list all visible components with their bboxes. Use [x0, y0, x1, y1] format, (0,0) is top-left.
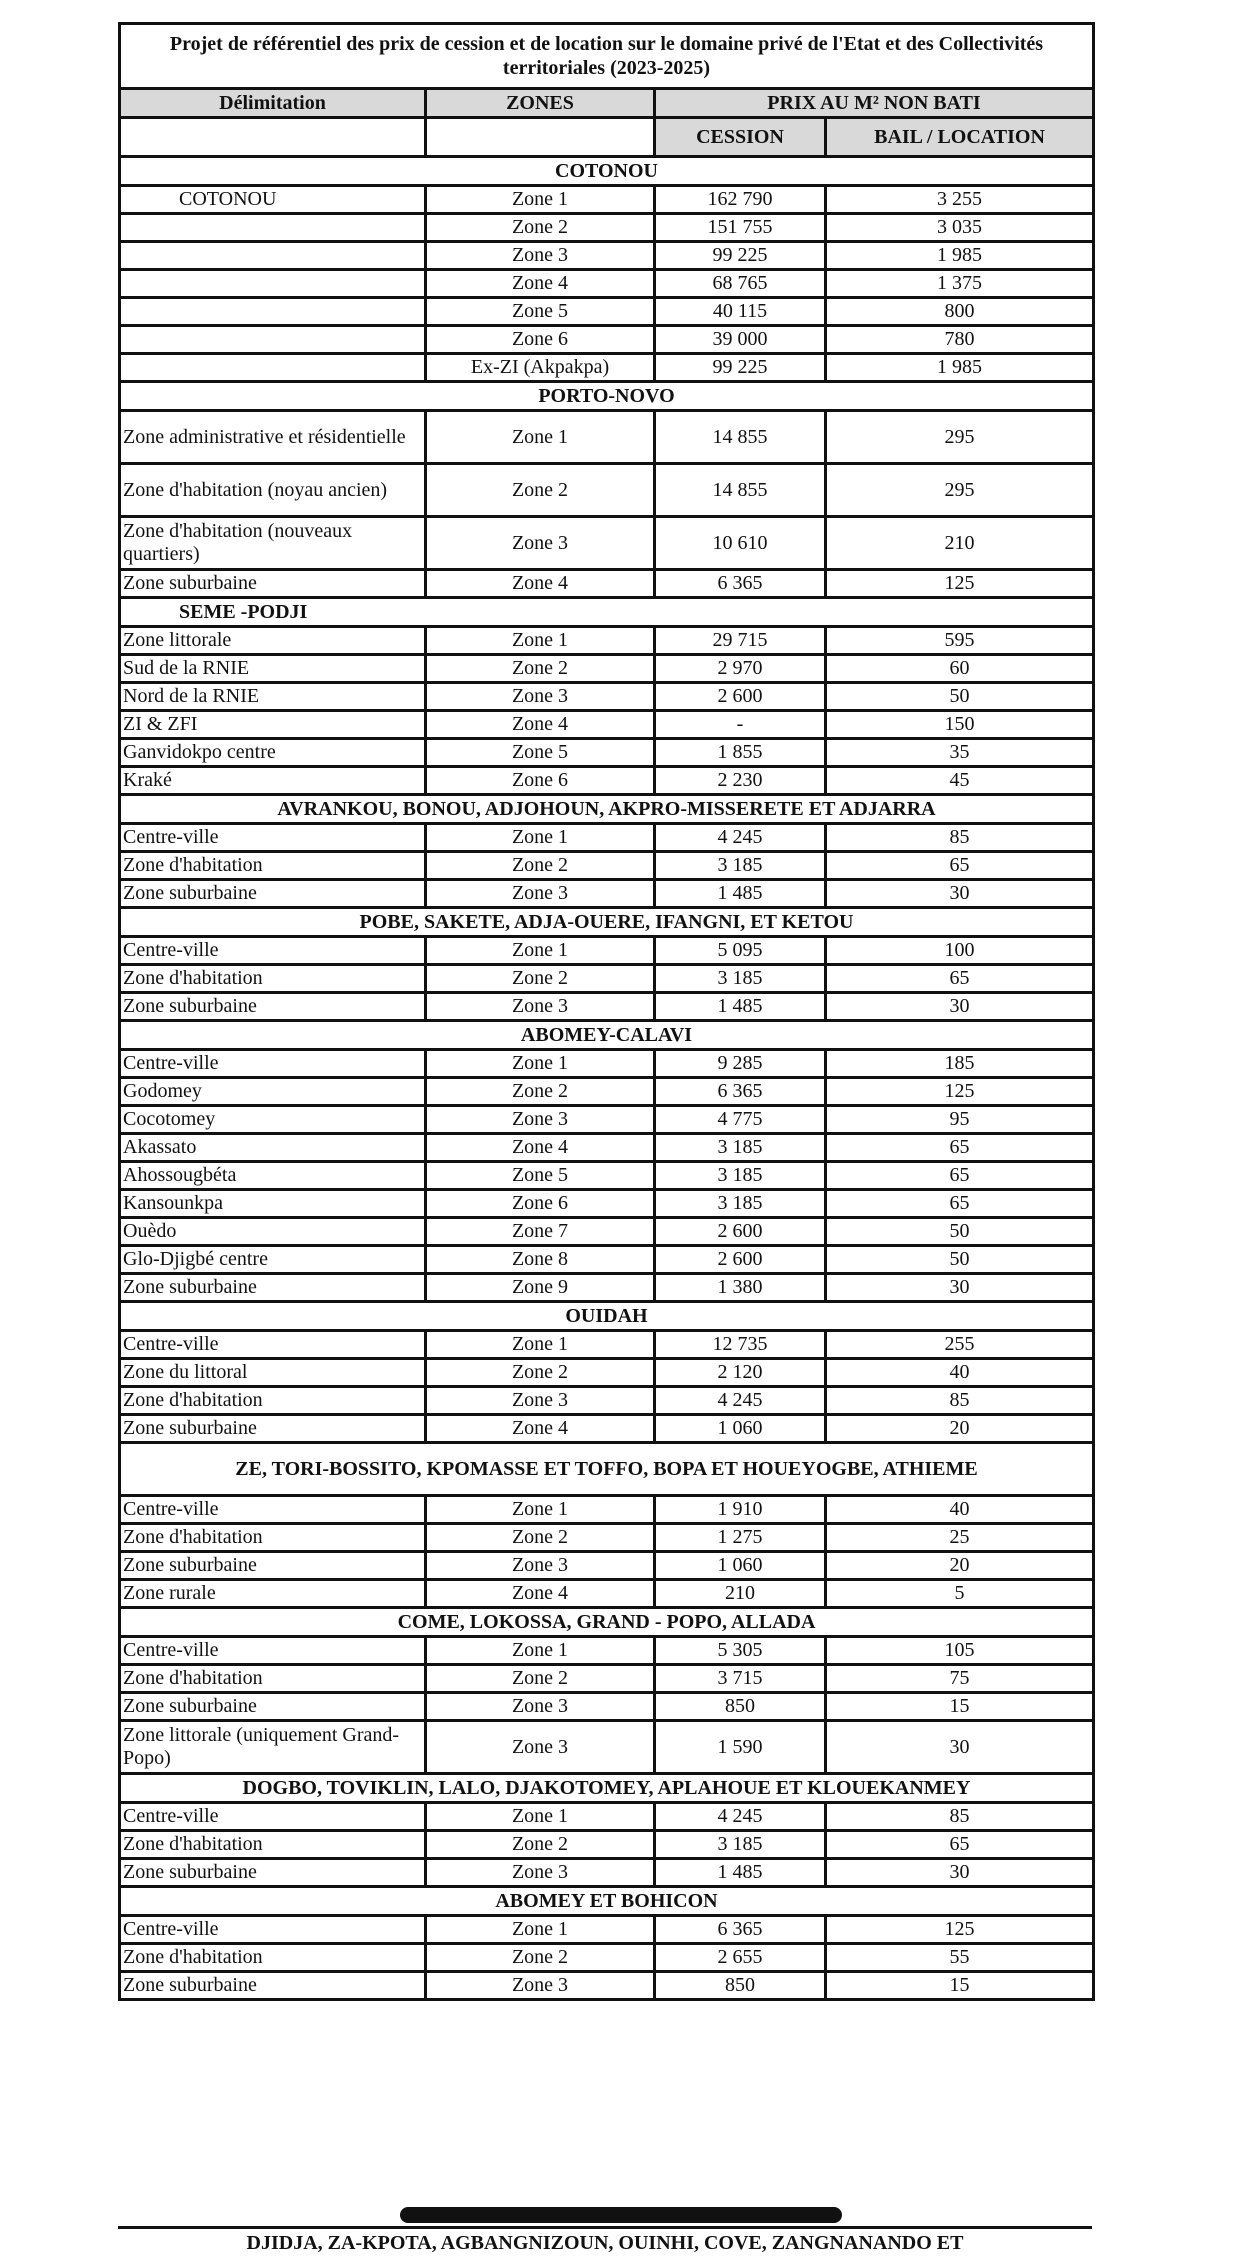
cell-cession: 2 600 — [655, 1218, 826, 1246]
cell-bail: 125 — [826, 570, 1094, 598]
cell-delimitation: Zone littorale — [120, 627, 426, 655]
cell-delimitation: Centre-ville — [120, 1916, 426, 1944]
cell-zone: Zone 2 — [426, 1524, 655, 1552]
cell-cession: 39 000 — [655, 326, 826, 354]
cell-zone: Zone 6 — [426, 326, 655, 354]
cell-cession: 6 365 — [655, 1916, 826, 1944]
section-title: ABOMEY ET BOHICON — [120, 1887, 1094, 1916]
cell-bail: 100 — [826, 937, 1094, 965]
cell-bail: 295 — [826, 464, 1094, 517]
section-header-row — [120, 908, 1094, 937]
cell-bail: 1 375 — [826, 270, 1094, 298]
cell-cession: 5 305 — [655, 1637, 826, 1665]
table-row — [120, 627, 1094, 655]
section-title: COTONOU — [120, 157, 1094, 186]
cell-zone: Zone 2 — [426, 1078, 655, 1106]
cell-cession: 1 060 — [655, 1415, 826, 1443]
cell-cession: 68 765 — [655, 270, 826, 298]
cell-zone: Zone 1 — [426, 1916, 655, 1944]
cell-delimitation: Zone d'habitation — [120, 1524, 426, 1552]
cell-zone: Zone 9 — [426, 1274, 655, 1302]
cell-zone: Zone 5 — [426, 1162, 655, 1190]
table-row — [120, 464, 1094, 517]
cell-cession: 3 715 — [655, 1665, 826, 1693]
cell-cession: 850 — [655, 1693, 826, 1721]
cell-bail: 50 — [826, 683, 1094, 711]
section-title: POBE, SAKETE, ADJA-OUERE, IFANGNI, ET KETOU — [120, 908, 1094, 937]
table-row — [120, 1721, 1094, 1774]
cell-cession: 5 095 — [655, 937, 826, 965]
table-row — [120, 993, 1094, 1021]
table-row — [120, 880, 1094, 908]
cell-cession: 9 285 — [655, 1050, 826, 1078]
cell-zone: Zone 2 — [426, 852, 655, 880]
cell-cession: 3 185 — [655, 965, 826, 993]
table-row — [120, 1916, 1094, 1944]
cell-bail: 65 — [826, 1190, 1094, 1218]
cell-delimitation: Nord de la RNIE — [120, 683, 426, 711]
cell-bail: 255 — [826, 1331, 1094, 1359]
table-row — [120, 1803, 1094, 1831]
cell-delimitation: Ahossougbéta — [120, 1162, 426, 1190]
table-row — [120, 1637, 1094, 1665]
table-row — [120, 1359, 1094, 1387]
cell-bail: 30 — [826, 1274, 1094, 1302]
cell-delimitation: Centre-ville — [120, 1496, 426, 1524]
table-row — [120, 1050, 1094, 1078]
cell-delimitation — [120, 298, 426, 326]
cell-delimitation: Zone d'habitation — [120, 1665, 426, 1693]
cell-delimitation: Akassato — [120, 1134, 426, 1162]
header-delimitation: Délimitation — [120, 89, 426, 118]
cell-zone: Zone 1 — [426, 1331, 655, 1359]
table-row — [120, 683, 1094, 711]
table-row — [120, 1134, 1094, 1162]
cell-bail: 3 255 — [826, 186, 1094, 214]
cell-bail: 45 — [826, 767, 1094, 795]
table-row — [120, 824, 1094, 852]
cell-cession: 10 610 — [655, 517, 826, 570]
cell-delimitation — [120, 354, 426, 382]
cell-bail: 125 — [826, 1078, 1094, 1106]
cut-section-row — [118, 2226, 1092, 2266]
cut-section-label: DJIDJA, ZA-KPOTA, AGBANGNIZOUN, OUINHI, COVE, ZANGNANANDO ET — [246, 2232, 964, 2254]
table-row — [120, 214, 1094, 242]
cell-zone: Zone 1 — [426, 824, 655, 852]
cell-bail: 30 — [826, 993, 1094, 1021]
cell-cession: 1 060 — [655, 1552, 826, 1580]
cell-zone: Zone 3 — [426, 1859, 655, 1887]
cell-bail: 65 — [826, 1831, 1094, 1859]
table-row — [120, 1859, 1094, 1887]
cell-cession: 2 120 — [655, 1359, 826, 1387]
cell-delimitation: Zone d'habitation (noyau ancien) — [120, 464, 426, 517]
cell-delimitation: Zone d'habitation (nouveaux quartiers) — [120, 517, 426, 570]
subheader-row — [120, 118, 1094, 157]
cell-delimitation: Zone d'habitation — [120, 1387, 426, 1415]
table-row — [120, 1246, 1094, 1274]
cell-bail: 125 — [826, 1916, 1094, 1944]
cell-zone: Zone 1 — [426, 1637, 655, 1665]
cell-cession: 6 365 — [655, 570, 826, 598]
cell-delimitation: Zone suburbaine — [120, 993, 426, 1021]
table-row — [120, 937, 1094, 965]
section-title: AVRANKOU, BONOU, ADJOHOUN, AKPRO-MISSERETE ET ADJARRA — [120, 795, 1094, 824]
cell-bail: 35 — [826, 739, 1094, 767]
table-row — [120, 1387, 1094, 1415]
cell-bail: 295 — [826, 411, 1094, 464]
cell-delimitation: Zone suburbaine — [120, 1415, 426, 1443]
table-row — [120, 411, 1094, 464]
section-header-row — [120, 1774, 1094, 1803]
cell-zone: Zone 3 — [426, 1552, 655, 1580]
table-row — [120, 1665, 1094, 1693]
cell-delimitation: Zone suburbaine — [120, 880, 426, 908]
section-header-row — [120, 795, 1094, 824]
cell-delimitation: Zone du littoral — [120, 1359, 426, 1387]
cell-cession: 4 245 — [655, 1803, 826, 1831]
table-row — [120, 1078, 1094, 1106]
cell-cession: 850 — [655, 1972, 826, 2000]
cell-cession: 162 790 — [655, 186, 826, 214]
cell-bail: 30 — [826, 1721, 1094, 1774]
table-row — [120, 655, 1094, 683]
cell-delimitation: Centre-ville — [120, 1050, 426, 1078]
cell-zone: Zone 2 — [426, 1665, 655, 1693]
cell-bail: 150 — [826, 711, 1094, 739]
cell-zone: Zone 4 — [426, 1580, 655, 1608]
cell-delimitation: Zone rurale — [120, 1580, 426, 1608]
cell-zone: Zone 3 — [426, 1721, 655, 1774]
cell-delimitation — [120, 270, 426, 298]
cell-zone: Zone 4 — [426, 270, 655, 298]
cell-delimitation — [120, 214, 426, 242]
table-row — [120, 852, 1094, 880]
cell-cession: 14 855 — [655, 411, 826, 464]
table-row — [120, 739, 1094, 767]
cell-cession: 2 230 — [655, 767, 826, 795]
section-title: SEME -PODJI — [120, 598, 1094, 627]
cell-zone: Zone 4 — [426, 1134, 655, 1162]
cell-bail: 95 — [826, 1106, 1094, 1134]
cell-delimitation: Zone suburbaine — [120, 570, 426, 598]
cell-zone: Zone 5 — [426, 298, 655, 326]
cell-delimitation: Kansounkpa — [120, 1190, 426, 1218]
cell-bail: 595 — [826, 627, 1094, 655]
cell-cession: 4 245 — [655, 1387, 826, 1415]
cell-zone: Zone 2 — [426, 655, 655, 683]
cell-bail: 40 — [826, 1496, 1094, 1524]
cell-delimitation: ZI & ZFI — [120, 711, 426, 739]
cell-delimitation: Zone d'habitation — [120, 852, 426, 880]
table-row — [120, 326, 1094, 354]
header-bail: BAIL / LOCATION — [826, 118, 1094, 157]
cell-cession: 1 910 — [655, 1496, 826, 1524]
cell-zone: Zone 6 — [426, 767, 655, 795]
section-header-row — [120, 382, 1094, 411]
cell-bail: 30 — [826, 880, 1094, 908]
cell-delimitation: Zone littorale (uniquement Grand-Popo) — [120, 1721, 426, 1774]
table-row — [120, 1106, 1094, 1134]
cell-bail: 800 — [826, 298, 1094, 326]
cell-delimitation — [120, 242, 426, 270]
cell-cession: 1 485 — [655, 1859, 826, 1887]
cell-delimitation: Centre-ville — [120, 1331, 426, 1359]
cell-bail: 30 — [826, 1859, 1094, 1887]
section-title: PORTO-NOVO — [120, 382, 1094, 411]
cell-zone: Zone 3 — [426, 517, 655, 570]
cell-zone: Zone 4 — [426, 1415, 655, 1443]
cell-cession: 4 245 — [655, 824, 826, 852]
cell-bail: 65 — [826, 965, 1094, 993]
cell-bail: 20 — [826, 1552, 1094, 1580]
cell-cession: 1 485 — [655, 880, 826, 908]
cell-cession: 2 600 — [655, 683, 826, 711]
cell-delimitation: Centre-ville — [120, 824, 426, 852]
cell-delimitation: Ouèdo — [120, 1218, 426, 1246]
header-row — [120, 89, 1094, 118]
cell-bail: 185 — [826, 1050, 1094, 1078]
cell-zone: Zone 3 — [426, 1693, 655, 1721]
table-row — [120, 1693, 1094, 1721]
document-title: Projet de référentiel des prix de cession et de location sur le domaine privé de l'Etat et des Collectivités territoriales (2023-2025) — [120, 24, 1094, 89]
section-title: ABOMEY-CALAVI — [120, 1021, 1094, 1050]
table-row — [120, 1415, 1094, 1443]
header-cession: CESSION — [655, 118, 826, 157]
cell-delimitation: Glo-Djigbé centre — [120, 1246, 426, 1274]
cell-zone: Zone 2 — [426, 1359, 655, 1387]
cell-bail: 85 — [826, 824, 1094, 852]
cell-cession: 1 380 — [655, 1274, 826, 1302]
cell-zone: Zone 5 — [426, 739, 655, 767]
cell-zone: Zone 1 — [426, 1050, 655, 1078]
table-row — [120, 1162, 1094, 1190]
table-row — [120, 1831, 1094, 1859]
scroll-indicator[interactable] — [400, 2207, 842, 2223]
cell-bail: 75 — [826, 1665, 1094, 1693]
cell-bail: 85 — [826, 1387, 1094, 1415]
cell-cession: 2 970 — [655, 655, 826, 683]
cell-zone: Zone 3 — [426, 1387, 655, 1415]
section-title: ZE, TORI-BOSSITO, KPOMASSE ET TOFFO, BOPA ET HOUEYOGBE, ATHIEME — [120, 1443, 1094, 1496]
cell-bail: 40 — [826, 1359, 1094, 1387]
table-row — [120, 354, 1094, 382]
cell-bail: 55 — [826, 1944, 1094, 1972]
table-row — [120, 570, 1094, 598]
cell-bail: 50 — [826, 1246, 1094, 1274]
table-row — [120, 1190, 1094, 1218]
cell-delimitation: Zone suburbaine — [120, 1552, 426, 1580]
cell-cession: 29 715 — [655, 627, 826, 655]
table-row — [120, 186, 1094, 214]
table-row — [120, 1580, 1094, 1608]
cell-delimitation — [120, 326, 426, 354]
cell-bail: 5 — [826, 1580, 1094, 1608]
cell-zone: Zone 3 — [426, 683, 655, 711]
cell-cession: 4 775 — [655, 1106, 826, 1134]
cell-bail: 60 — [826, 655, 1094, 683]
cell-cession: 3 185 — [655, 1134, 826, 1162]
section-header-row — [120, 1021, 1094, 1050]
cell-delimitation: Zone suburbaine — [120, 1859, 426, 1887]
table-row — [120, 1524, 1094, 1552]
cell-cession: 6 365 — [655, 1078, 826, 1106]
table-row — [120, 767, 1094, 795]
section-header-row — [120, 1608, 1094, 1637]
cell-cession: - — [655, 711, 826, 739]
cell-zone: Zone 3 — [426, 1106, 655, 1134]
cell-cession: 1 485 — [655, 993, 826, 1021]
table-row — [120, 517, 1094, 570]
cell-delimitation: Zone d'habitation — [120, 965, 426, 993]
cell-zone: Zone 2 — [426, 214, 655, 242]
cell-cession: 40 115 — [655, 298, 826, 326]
cell-bail: 85 — [826, 1803, 1094, 1831]
cell-bail: 210 — [826, 517, 1094, 570]
cell-zone: Zone 4 — [426, 570, 655, 598]
table-row — [120, 711, 1094, 739]
cell-cession: 14 855 — [655, 464, 826, 517]
cell-zone: Zone 1 — [426, 937, 655, 965]
cell-bail: 15 — [826, 1693, 1094, 1721]
cell-zone: Zone 2 — [426, 464, 655, 517]
cell-zone: Zone 4 — [426, 711, 655, 739]
table-row — [120, 242, 1094, 270]
cell-delimitation: Zone administrative et résidentielle — [120, 411, 426, 464]
cell-zone: Zone 2 — [426, 1831, 655, 1859]
cell-cession: 3 185 — [655, 852, 826, 880]
cell-zone: Ex-ZI (Akpakpa) — [426, 354, 655, 382]
cell-zone: Zone 3 — [426, 993, 655, 1021]
cell-bail: 65 — [826, 1134, 1094, 1162]
cell-zone: Zone 2 — [426, 1944, 655, 1972]
cell-delimitation: COTONOU — [120, 186, 426, 214]
header-zones: ZONES — [426, 89, 655, 118]
cell-zone: Zone 6 — [426, 1190, 655, 1218]
cell-zone: Zone 1 — [426, 1496, 655, 1524]
header-prix: PRIX AU M² NON BATI — [655, 89, 1094, 118]
table-row — [120, 1972, 1094, 2000]
table-row — [120, 1274, 1094, 1302]
title-row — [120, 24, 1094, 89]
cell-delimitation: Sud de la RNIE — [120, 655, 426, 683]
document-page — [118, 22, 1092, 2001]
cell-delimitation: Zone d'habitation — [120, 1944, 426, 1972]
cell-zone: Zone 1 — [426, 1803, 655, 1831]
cell-cession: 3 185 — [655, 1831, 826, 1859]
cell-zone: Zone 3 — [426, 1972, 655, 2000]
cell-bail: 65 — [826, 1162, 1094, 1190]
table-row — [120, 1331, 1094, 1359]
cell-cession: 210 — [655, 1580, 826, 1608]
table-row — [120, 1496, 1094, 1524]
table-row — [120, 298, 1094, 326]
cell-cession: 12 735 — [655, 1331, 826, 1359]
table-row — [120, 270, 1094, 298]
cell-bail: 25 — [826, 1524, 1094, 1552]
section-header-row — [120, 598, 1094, 627]
cell-cession: 1 590 — [655, 1721, 826, 1774]
section-title: COME, LOKOSSA, GRAND - POPO, ALLADA — [120, 1608, 1094, 1637]
cell-delimitation: Zone suburbaine — [120, 1693, 426, 1721]
section-header-row — [120, 1302, 1094, 1331]
cell-bail: 1 985 — [826, 354, 1094, 382]
section-title: OUIDAH — [120, 1302, 1094, 1331]
cell-cession: 2 655 — [655, 1944, 826, 1972]
cell-bail: 105 — [826, 1637, 1094, 1665]
cell-delimitation: Kraké — [120, 767, 426, 795]
table-row — [120, 1552, 1094, 1580]
cell-cession: 2 600 — [655, 1246, 826, 1274]
section-header-row — [120, 1887, 1094, 1916]
table-row — [120, 965, 1094, 993]
cell-bail: 1 985 — [826, 242, 1094, 270]
cell-zone: Zone 1 — [426, 411, 655, 464]
section-header-row — [120, 157, 1094, 186]
cell-zone: Zone 1 — [426, 186, 655, 214]
table-row — [120, 1944, 1094, 1972]
cell-zone: Zone 2 — [426, 965, 655, 993]
cell-bail: 780 — [826, 326, 1094, 354]
price-table — [118, 22, 1095, 2001]
cell-delimitation: Centre-ville — [120, 1803, 426, 1831]
subheader-empty — [120, 118, 426, 157]
cell-bail: 50 — [826, 1218, 1094, 1246]
cell-delimitation: Zone d'habitation — [120, 1831, 426, 1859]
cell-zone: Zone 7 — [426, 1218, 655, 1246]
cell-cession: 3 185 — [655, 1162, 826, 1190]
cell-bail: 65 — [826, 852, 1094, 880]
cell-bail: 20 — [826, 1415, 1094, 1443]
cell-bail: 15 — [826, 1972, 1094, 2000]
cell-delimitation: Zone suburbaine — [120, 1972, 426, 2000]
table-row — [120, 1218, 1094, 1246]
cell-zone: Zone 3 — [426, 242, 655, 270]
cell-delimitation: Ganvidokpo centre — [120, 739, 426, 767]
cell-cession: 151 755 — [655, 214, 826, 242]
cell-delimitation: Zone suburbaine — [120, 1274, 426, 1302]
subheader-empty — [426, 118, 655, 157]
cell-cession: 1 275 — [655, 1524, 826, 1552]
cell-zone: Zone 8 — [426, 1246, 655, 1274]
cell-zone: Zone 1 — [426, 627, 655, 655]
cell-zone: Zone 3 — [426, 880, 655, 908]
section-title: DOGBO, TOVIKLIN, LALO, DJAKOTOMEY, APLAHOUE ET KLOUEKANMEY — [120, 1774, 1094, 1803]
cell-cession: 3 185 — [655, 1190, 826, 1218]
cell-bail: 3 035 — [826, 214, 1094, 242]
cell-delimitation: Centre-ville — [120, 937, 426, 965]
cell-delimitation: Godomey — [120, 1078, 426, 1106]
cell-delimitation: Cocotomey — [120, 1106, 426, 1134]
section-header-row — [120, 1443, 1094, 1496]
cell-cession: 1 855 — [655, 739, 826, 767]
cell-cession: 99 225 — [655, 242, 826, 270]
cell-delimitation: Centre-ville — [120, 1637, 426, 1665]
cell-cession: 99 225 — [655, 354, 826, 382]
